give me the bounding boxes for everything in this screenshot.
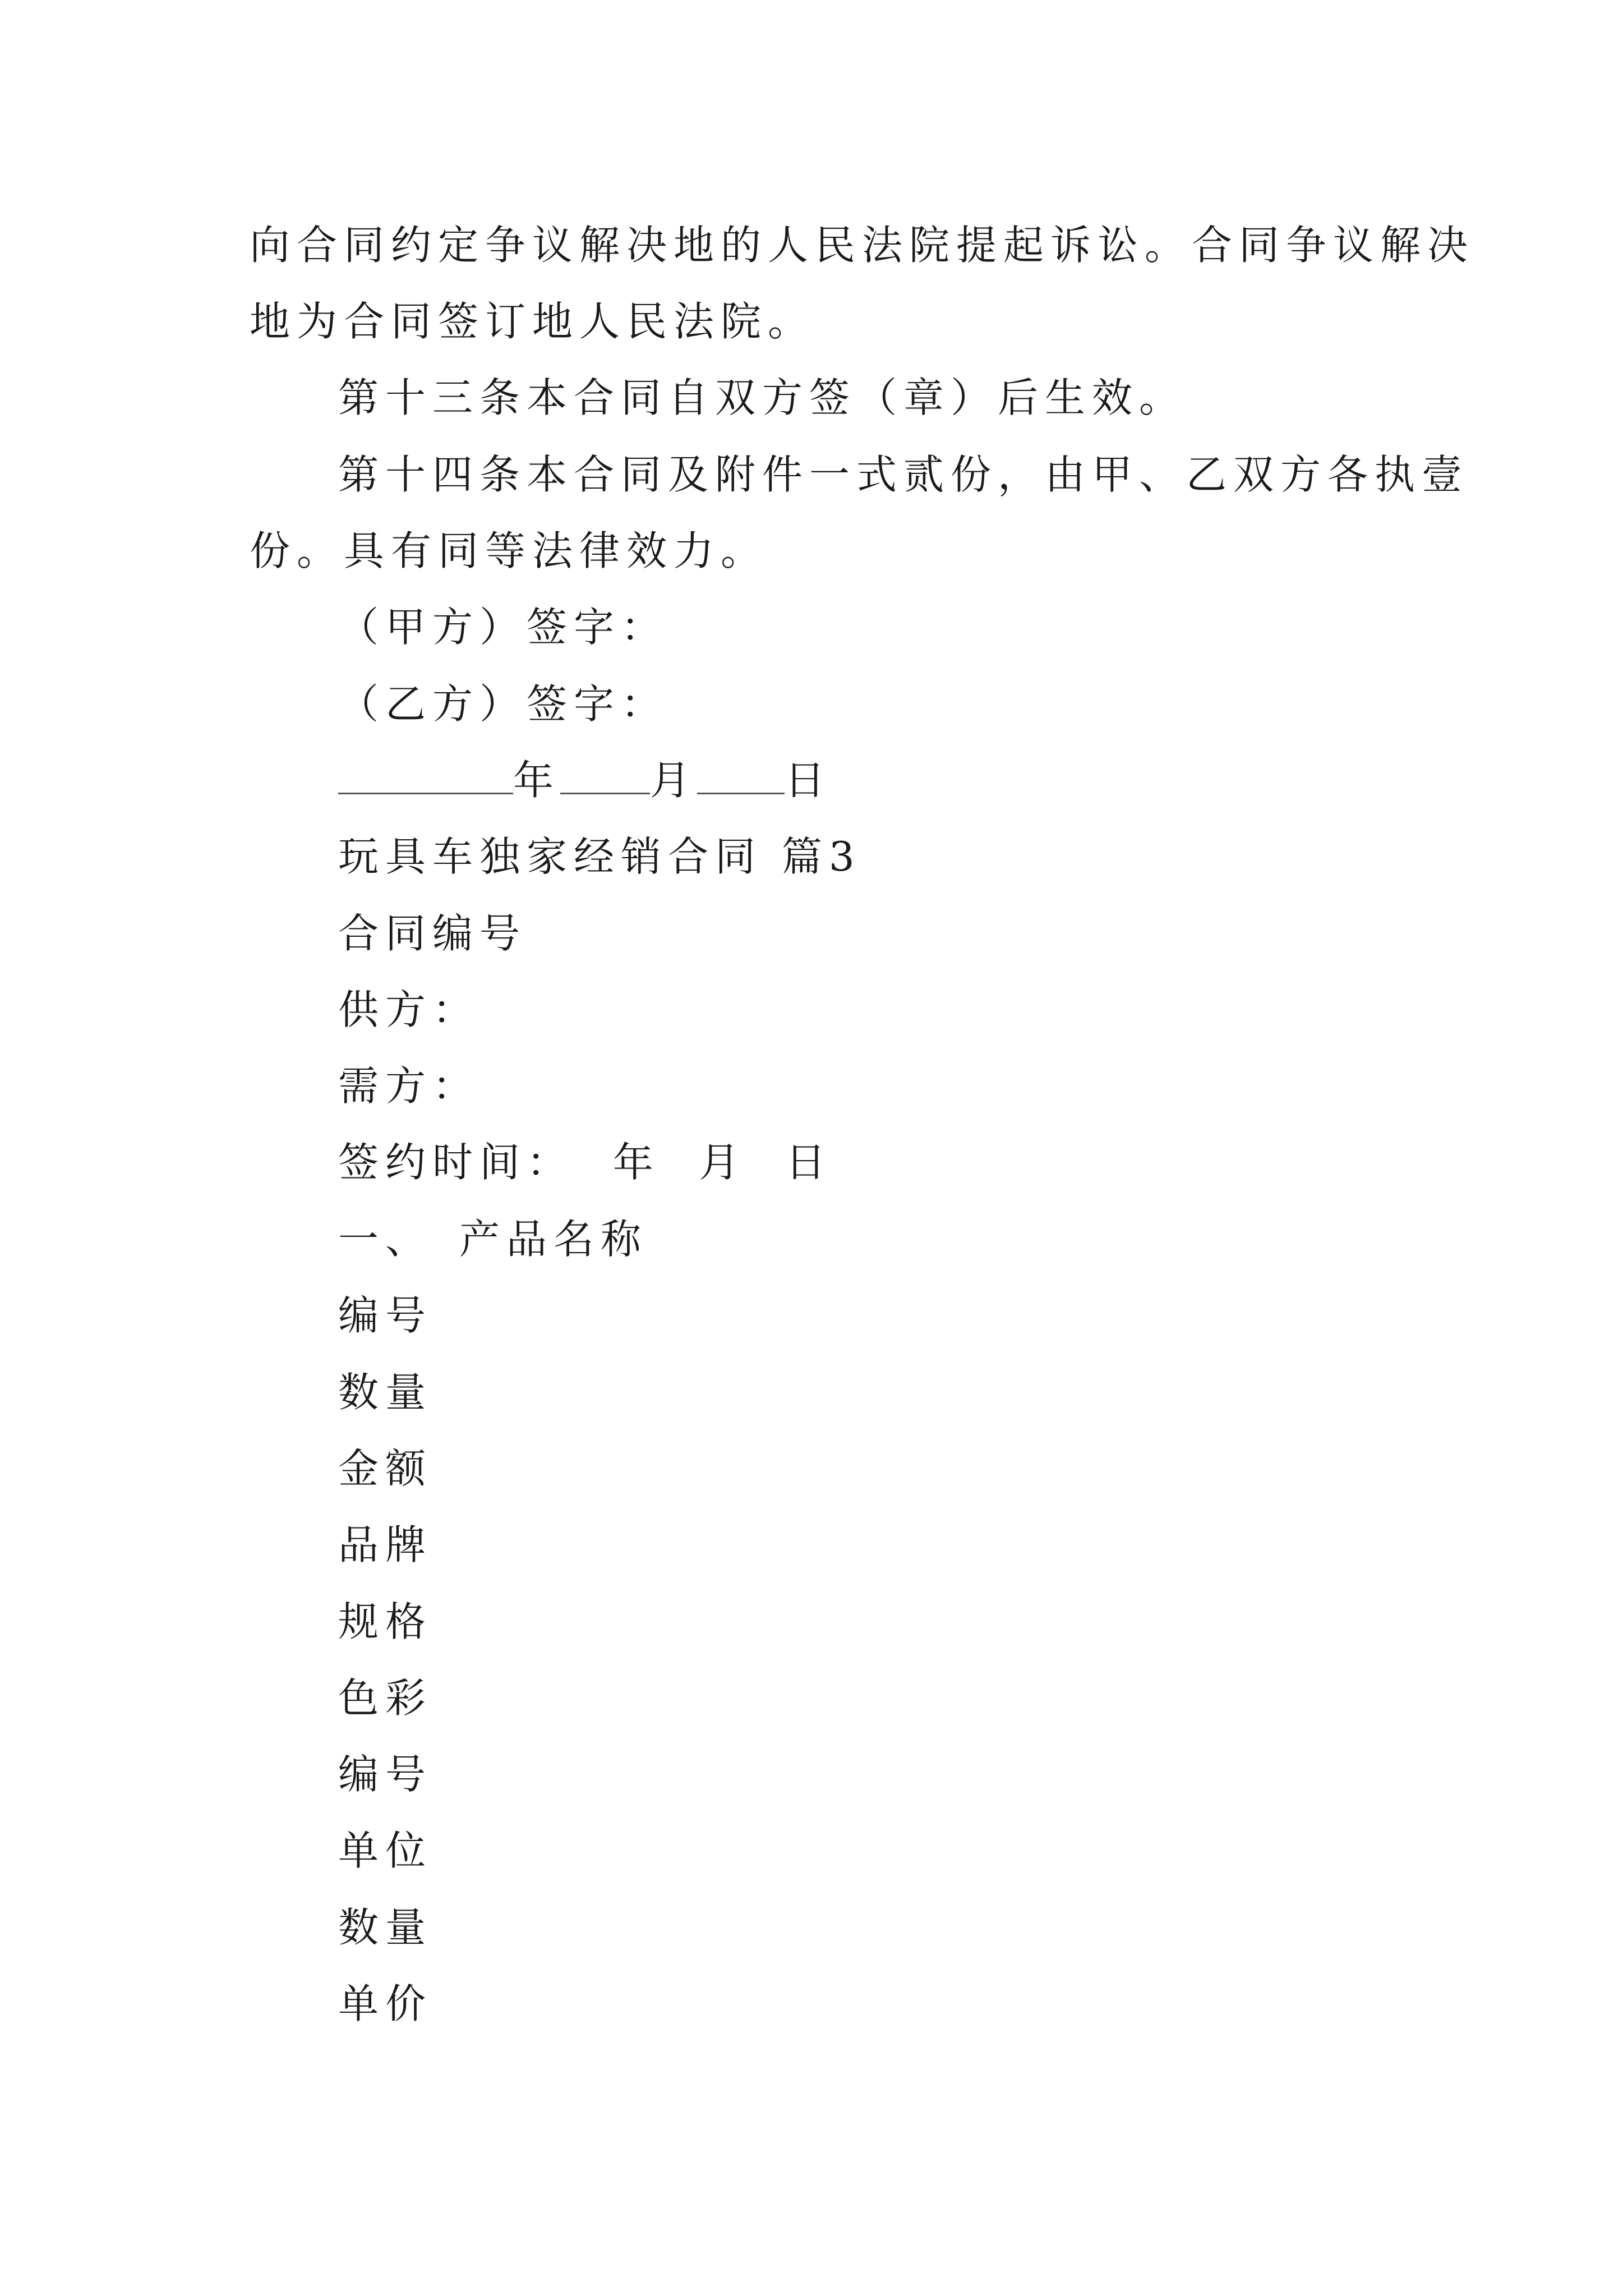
date-line (338, 752, 832, 808)
section-1-heading (338, 1211, 648, 1267)
paragraph-dispute-resolution-2: 地为合同签订地人民法院。 (250, 298, 815, 345)
buyer-label: 需方： (338, 1062, 480, 1110)
month-label: 月 (650, 757, 698, 804)
contract-number-label: 合同编号 (338, 910, 527, 957)
day-blank (697, 758, 785, 794)
party-a-signature: （甲方）签字： (338, 604, 668, 651)
section-title: 产品名称 (459, 1216, 648, 1263)
contract-heading: 玩具车独家经销合同 篇3 (338, 833, 861, 880)
section-number: 一、 (338, 1216, 433, 1263)
year-blank (338, 758, 513, 794)
field-specification: 规格 (338, 1598, 433, 1645)
field-color: 色彩 (338, 1674, 433, 1722)
field-unit: 单位 (338, 1827, 433, 1874)
field-quantity-2: 数量 (338, 1904, 433, 1951)
year-label: 年 (513, 757, 561, 804)
month-blank (560, 758, 650, 794)
clause-13: 第十三条本合同自双方签（章）后生效。 (338, 374, 1187, 421)
clause-14-line-2: 份。具有同等法律效力。 (250, 527, 768, 574)
party-b-signature: （乙方）签字： (338, 680, 668, 728)
clause-14-line-1: 第十四条本合同及附件一式贰份，由甲、乙双方各执壹 (338, 451, 1469, 498)
signing-time-label: 签约时间： 年 月 日 (338, 1139, 833, 1186)
paragraph-dispute-resolution-1: 向合同约定争议解决地的人民法院提起诉讼。合同争议解决 (250, 222, 1475, 269)
supplier-label: 供方： (338, 986, 480, 1033)
day-label: 日 (785, 757, 832, 804)
field-unit-price: 单价 (338, 1980, 433, 2027)
field-number: 编号 (338, 1292, 433, 1339)
field-brand: 品牌 (338, 1521, 433, 1568)
field-amount: 金额 (338, 1445, 433, 1492)
field-quantity: 数量 (338, 1369, 433, 1416)
field-number-2: 编号 (338, 1751, 433, 1798)
